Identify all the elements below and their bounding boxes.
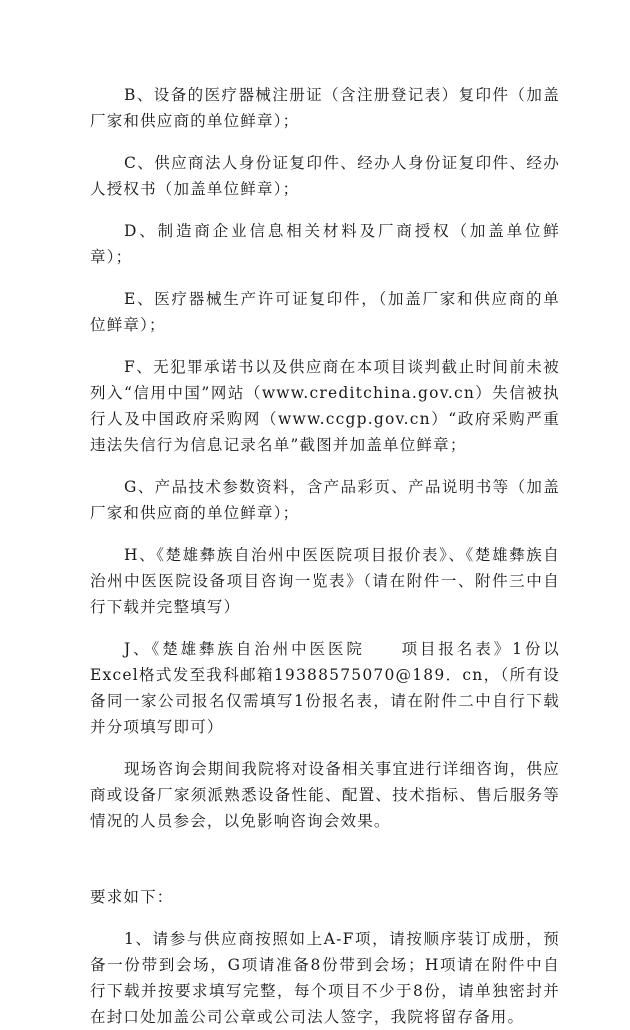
consultation-note: 现场咨询会期间我院将对设备相关事宜进行详细咨询，供应商或设备厂家须派熟悉设备性能、配置、技术指标、售后服务等情况的人员参会，以免影响咨询会效果。 (90, 760, 560, 830)
item-d: D、制造商企业信息相关材料及厂商授权（加盖单位鲜章）； (90, 222, 560, 266)
requirements-heading: 要求如下： (90, 888, 174, 906)
item-e: E、医疗器械生产许可证复印件，（加盖厂家和供应商的单位鲜章）； (90, 290, 560, 334)
item-c: C、供应商法人身份证复印件、经办人身份证复印件、经办人授权书（加盖单位鲜章）； (90, 154, 560, 198)
item-h: H、《楚雄彝族自治州中医医院项目报价表》、《楚雄彝族自治州中医医院设备项目咨询一览表》（请在附件一、附件三中自行下载并完整填写） (90, 546, 560, 616)
item-j: J、《楚雄彝族自治州中医医院 项目报名表》1份以Excel格式发至我科邮箱19388575070@189．cn，（所有设备同一家公司报名仅需填写1份报名表，请在附件二中自行下载并分项填写即可） (90, 640, 560, 736)
item-f: F、无犯罪承诺书以及供应商在本项目谈判截止时间前未被列入“信用中国”网站（www.creditchina.gov.cn）失信被执行人及中国政府采购网（www.ccgp.gov.cn）“政府采购严重违法失信行为信息记录名单”截图并加盖单位鲜章； (90, 358, 560, 454)
item-g: G、产品技术参数资料，含产品彩页、产品说明书等（加盖厂家和供应商的单位鲜章）； (90, 478, 560, 522)
section-gap (90, 850, 560, 884)
item-b: B、设备的医疗器械注册证（含注册登记表）复印件（加盖厂家和供应商的单位鲜章）； (90, 86, 560, 130)
requirement-1: 1、请参与供应商按照如上A-F项，请按顺序装订成册，预备一份带到会场，G项请准备8份带到会场；H项请在附件中自行下载并按要求填写完整，每个项目不少于8份，请单独密封并在封口处加盖公司公章或公司法人签字，我院将留存备用。 (90, 930, 560, 1026)
